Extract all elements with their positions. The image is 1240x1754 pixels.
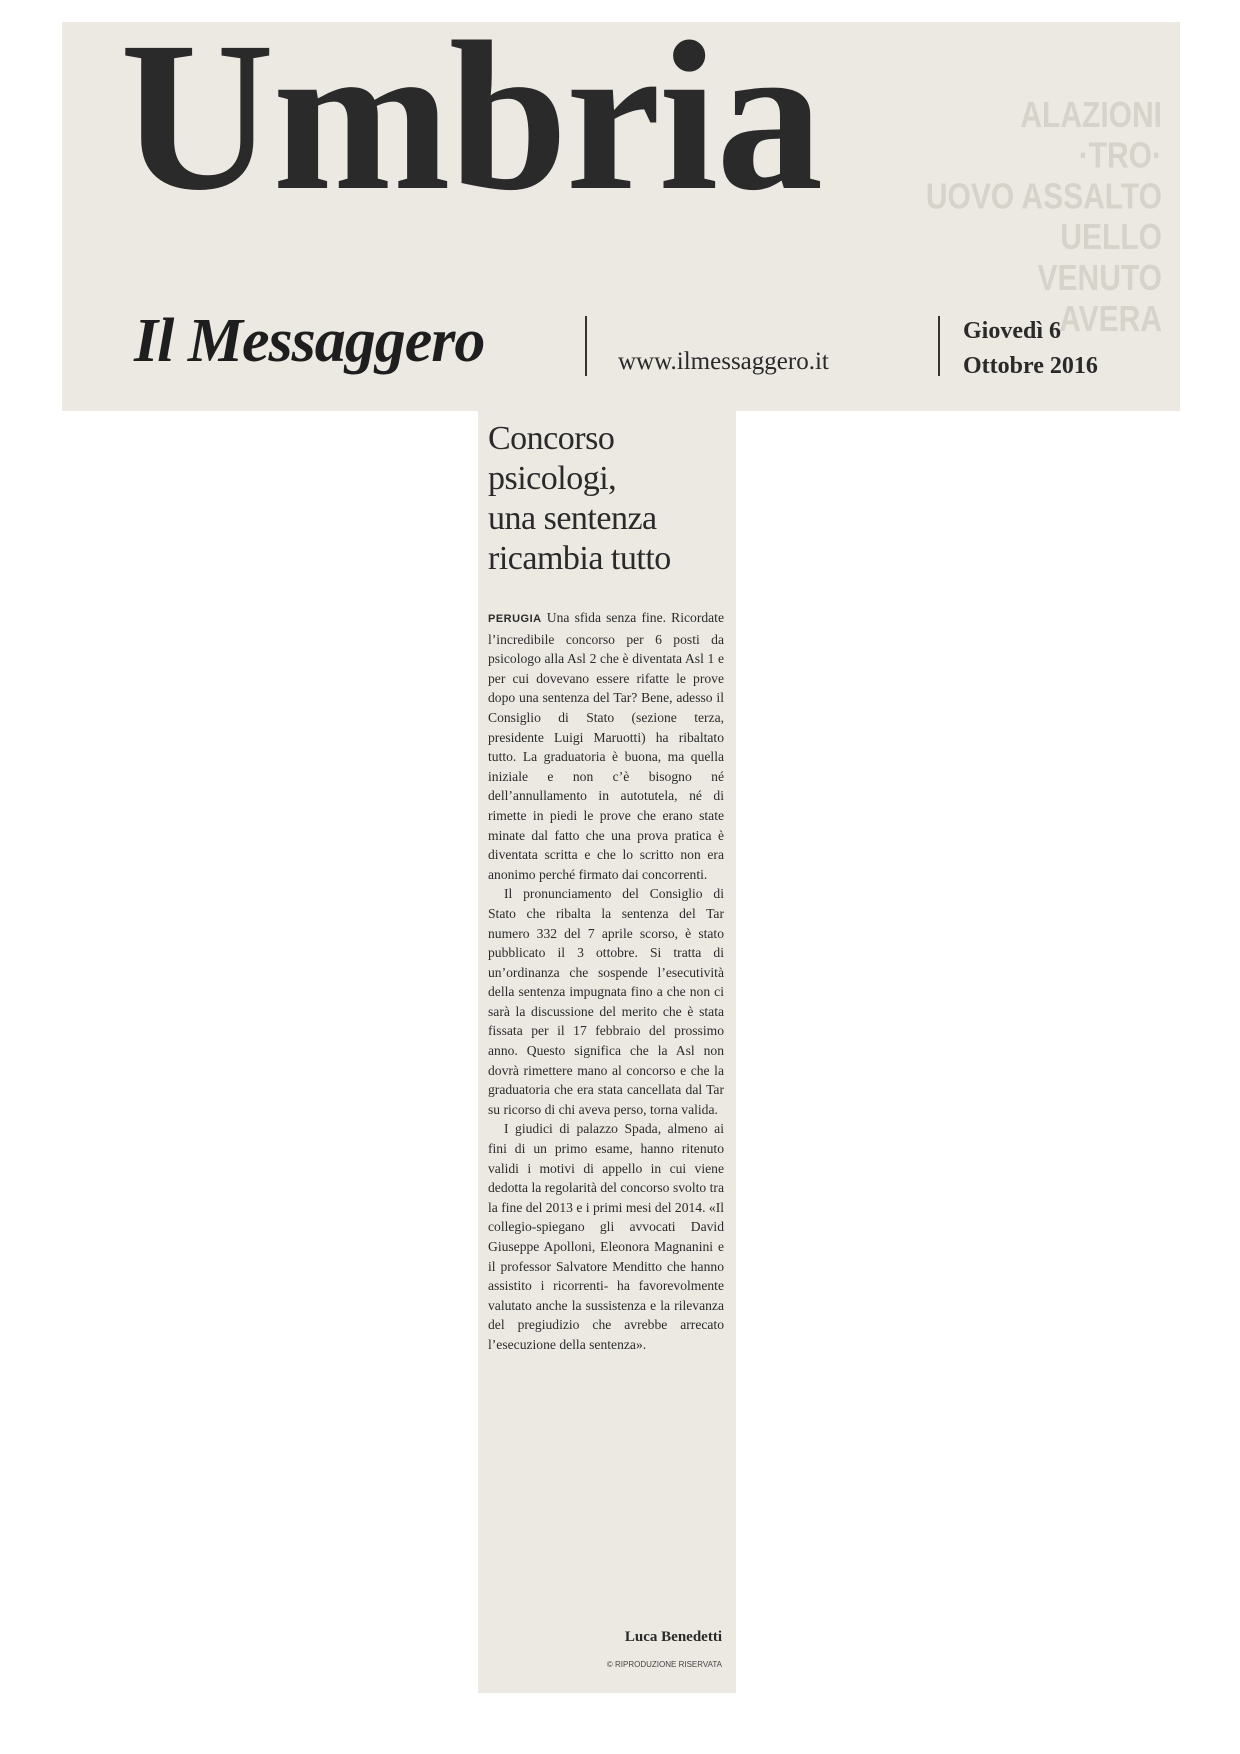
headline-line: una sentenza <box>488 500 657 537</box>
masthead <box>62 0 1180 411</box>
newspaper-logo: Il Messaggero <box>134 307 485 375</box>
paragraph-text: Una sfida senza fine. Ricordate l’incredibile concorso per 6 posti da psicologo alla Asl 2 che è diventata Asl 1 e per cui dovevano essere rifatte le prove dopo una sentenza del Tar? Bene, adesso il Consiglio di Stato (sezione terza, presidente Luigi Maruotti) ha ribaltato tutto. La graduatoria è buona, ma quella iniziale e non c’è bisogno né dell’annullamento in autotutela, né di rimette in piedi le prove che erano state minate dal fatto che una prova pratica è diventata scritta e che lo scritto non era anonimo perché firmato dai concorrenti. <box>488 610 724 882</box>
article-body <box>488 608 724 1355</box>
website-url: www.ilmessaggero.it <box>618 348 829 375</box>
copyright-notice: © RIPRODUZIONE RISERVATA <box>606 1660 722 1669</box>
headline-line: Concorso <box>488 420 615 457</box>
bleed-line: ALAZIONI <box>1020 95 1162 136</box>
masthead-divider <box>938 316 940 376</box>
masthead-divider <box>585 316 587 376</box>
bleed-line: UOVO ASSALTO <box>925 177 1162 217</box>
headline-line: psicologi, <box>488 460 617 497</box>
publication-date <box>963 314 1098 384</box>
article-column <box>478 411 736 1693</box>
headline-line: ricambia tutto <box>488 540 671 577</box>
date-weekday: Giovedì 6 <box>963 318 1062 344</box>
author-byline: Luca Benedetti <box>624 1629 722 1645</box>
section-title: Umbria <box>120 0 822 235</box>
bleed-through-text <box>926 96 1162 341</box>
article-paragraph: Il pronunciamento del Consiglio di Stato che ribalta la sentenza del Tar numero 332 del 7 aprile scorso, è stato pubblicato il 3 ottobre. Si tratta di un’ordinanza che sospende l’esecutività della sentenza impugnata fino a che non ci sarà la discussione del merito che è stata fissata per il 17 febbraio del prossimo anno. Questo significa che la Asl non dovrà rimettere mano al concorso e che la graduatoria che era stata cancellata dal Tar su ricorso di chi aveva perso, torna valida. <box>488 886 724 1117</box>
dateline: PERUGIA <box>488 613 542 625</box>
bleed-line: UELLO <box>1060 218 1162 258</box>
article-paragraph <box>488 608 724 884</box>
bleed-line: VENUTO <box>1037 258 1162 299</box>
article-headline <box>488 419 732 579</box>
bleed-line: ·TRO· <box>1078 136 1162 176</box>
article-paragraph: I giudici di palazzo Spada, almeno ai fini di un primo esame, hanno ritenuto validi i motivi di appello in cui viene dedotta la regolarità del concorso svolto tra la fine del 2013 e i primi mesi del 2014. «Il collegio-spiegano gli avvocati David Giuseppe Apolloni, Eleonora Magnanini e il professor Salvatore Menditto che hanno assistito i ricorrenti- ha favorevolmente valutato anche la sussistenza e la rilevanza del pregiudizio che avrebbe arrecato l’esecuzione della sentenza». <box>488 1121 724 1352</box>
date-month-year: Ottobre 2016 <box>963 353 1098 379</box>
bleed-line: AVERA <box>1059 299 1162 340</box>
